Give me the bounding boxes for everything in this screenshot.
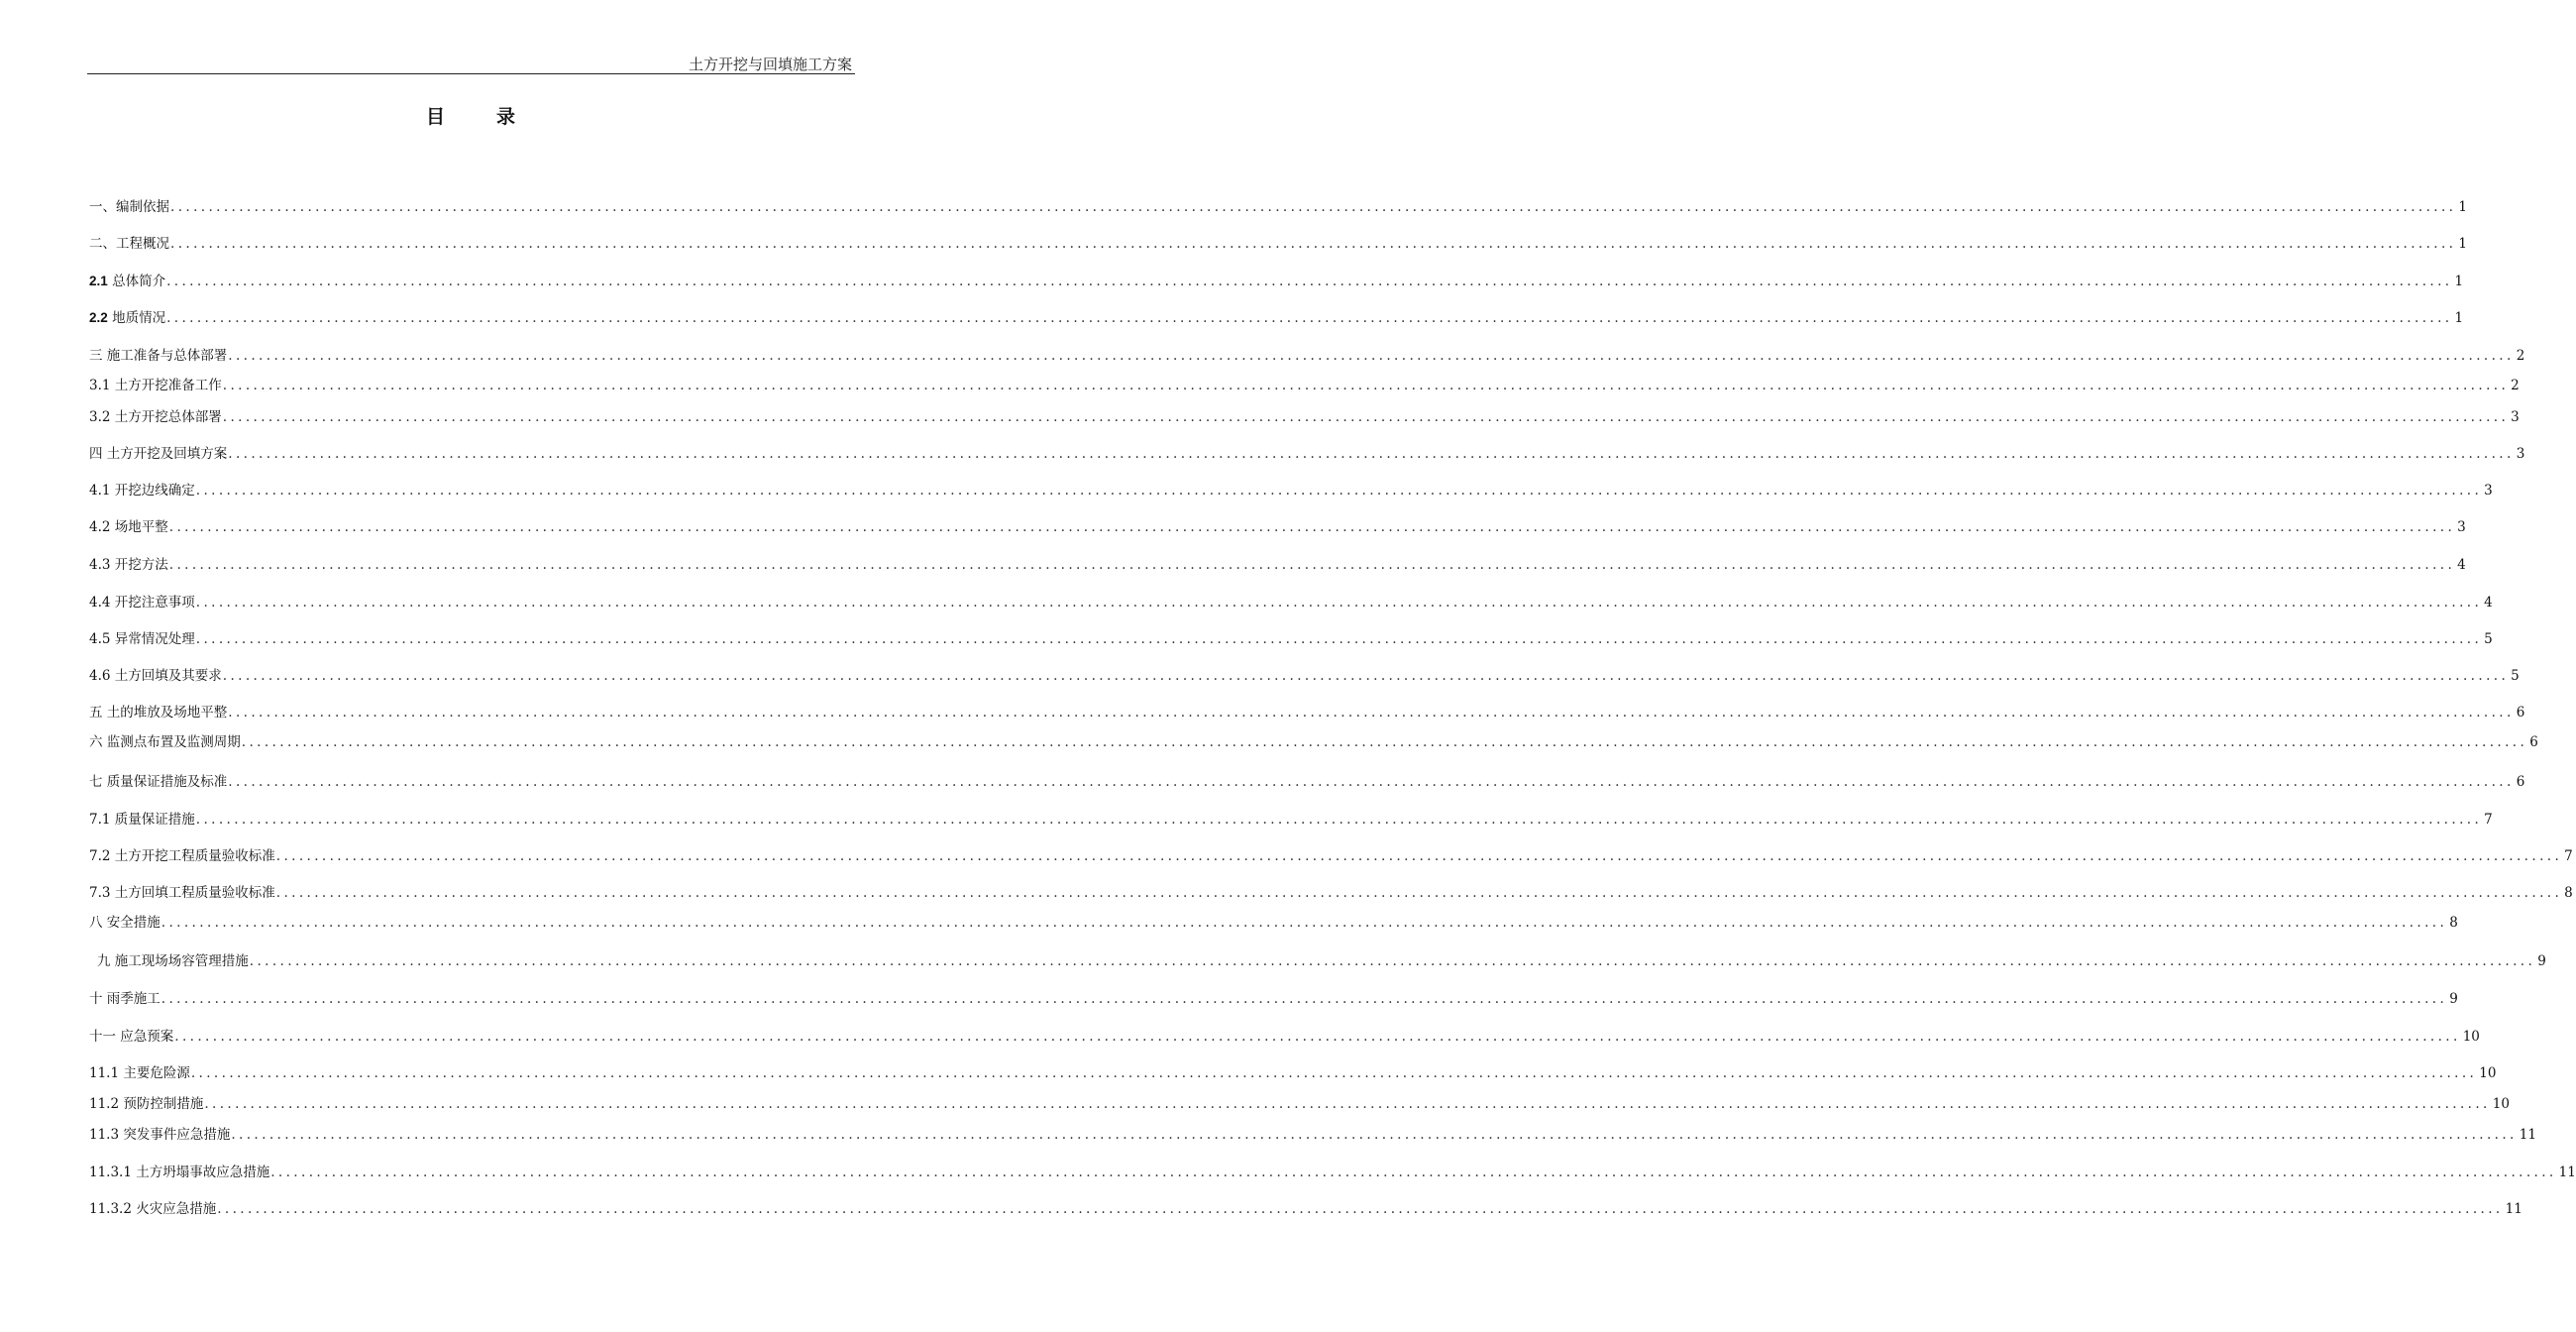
- toc-page-number: 7: [2564, 848, 2573, 864]
- toc-page-number: 7: [2484, 812, 2493, 828]
- toc-entry-label: [97, 949, 249, 969]
- toc-entry-label: [89, 479, 195, 499]
- toc-page-number: 3: [2516, 446, 2525, 462]
- page-title: 目录: [425, 106, 567, 128]
- toc-leader-dots: ............................................................................................................................................................................................................................................................................................................: [166, 274, 2453, 289]
- toc-entry[interactable]: [89, 1061, 2497, 1081]
- toc-entry-text: 7.3 土方回填工程质量验收标准: [89, 885, 275, 901]
- toc-entry-text: 11.3.2 火灾应急措施: [89, 1201, 217, 1217]
- toc-leader-dots: ............................................................................................................................................................................................................................................................................................................: [195, 631, 2483, 647]
- toc-entry-label: [89, 374, 222, 393]
- toc-entry-text: 四 土方开挖及回填方案: [89, 446, 228, 462]
- toc-entry-label: [89, 627, 195, 647]
- toc-entry[interactable]: [89, 1092, 2510, 1112]
- toc-entry-label: [89, 442, 227, 462]
- toc-leader-dots: ............................................................................................................................................................................................................................................................................................................: [166, 310, 2453, 326]
- toc-entry-text: 4.3 开挖方法: [89, 557, 168, 573]
- toc-entry-label: [89, 701, 227, 721]
- toc-leader-dots: ............................................................................................................................................................................................................................................................................................................: [161, 991, 2448, 1007]
- toc-page-number: 11: [2505, 1201, 2522, 1217]
- toc-entry-text: 一、编制依据: [89, 199, 169, 215]
- toc-leader-dots: ............................................................................................................................................................................................................................................................................................................: [228, 774, 2515, 790]
- toc-page-number: 4: [2457, 557, 2466, 573]
- toc-entry[interactable]: [89, 701, 2525, 721]
- toc-entry-text: 地质情况: [107, 310, 166, 326]
- toc-entry[interactable]: [89, 232, 2467, 252]
- toc-entry-text: 七 质量保证措施及标准: [89, 774, 228, 790]
- toc-entry-label: [89, 1161, 269, 1180]
- toc-entry[interactable]: [89, 1025, 2480, 1045]
- toc-page-number: 3: [2457, 519, 2466, 535]
- toc-entry-text: 九 施工现场场容管理措施: [97, 953, 249, 969]
- toc-entry[interactable]: [89, 1161, 2576, 1180]
- toc-page-number: 2: [2511, 378, 2520, 393]
- toc-entry[interactable]: [89, 442, 2525, 462]
- toc-entry[interactable]: [89, 1197, 2522, 1217]
- toc-entry[interactable]: [89, 195, 2467, 215]
- toc-entry-label: [89, 844, 275, 864]
- toc-entry[interactable]: [89, 844, 2573, 864]
- toc-leader-dots: ............................................................................................................................................................................................................................................................................................................: [195, 812, 2483, 828]
- toc-leader-dots: ............................................................................................................................................................................................................................................................................................................: [241, 734, 2528, 750]
- toc-entry-label: [89, 515, 168, 535]
- toc-leader-dots: ............................................................................................................................................................................................................................................................................................................: [161, 915, 2448, 931]
- toc-leader-dots: ............................................................................................................................................................................................................................................................................................................: [231, 1127, 2518, 1143]
- toc-page-number: 6: [2516, 705, 2525, 721]
- toc-entry-text: 7.2 土方开挖工程质量验收标准: [89, 848, 275, 864]
- toc-entry[interactable]: [89, 344, 2525, 364]
- toc-page-number: 9: [2537, 953, 2546, 969]
- toc-entry-text: 11.3.1 土方坍塌事故应急措施: [89, 1165, 270, 1180]
- toc-leader-dots: ............................................................................................................................................................................................................................................................................................................: [195, 595, 2483, 610]
- header-doc-title: 土方开挖与回填施工方案: [688, 56, 852, 73]
- toc-entry-label: [89, 270, 165, 289]
- toc-entry-label: [89, 1061, 190, 1081]
- toc-entry-label: [89, 770, 227, 790]
- toc-leader-dots: ............................................................................................................................................................................................................................................................................................................: [217, 1201, 2504, 1217]
- toc-entry[interactable]: [89, 553, 2466, 573]
- toc-entry-text: 八 安全措施: [89, 915, 161, 931]
- toc-page-number: 4: [2484, 595, 2493, 610]
- toc-entry-label: [89, 195, 169, 215]
- header-rule: [87, 73, 855, 74]
- toc-page-number: 1: [2454, 274, 2464, 289]
- toc-leader-dots: ............................................................................................................................................................................................................................................................................................................: [270, 1165, 2557, 1180]
- toc-page-number: 9: [2449, 991, 2458, 1007]
- toc-page-number: 2: [2516, 348, 2525, 364]
- toc-entry-text: 十一 应急预案: [89, 1029, 174, 1045]
- toc-entry[interactable]: [89, 515, 2466, 535]
- toc-entry-text: 11.1 主要危险源: [89, 1065, 190, 1081]
- toc-entry[interactable]: [89, 405, 2520, 425]
- toc-leader-dots: ............................................................................................................................................................................................................................................................................................................: [228, 348, 2515, 364]
- toc-entry-text: 4.1 开挖边线确定: [89, 483, 195, 499]
- toc-page-number: 10: [2492, 1096, 2510, 1112]
- toc-entry-label: [89, 987, 161, 1007]
- toc-entry-label: [89, 911, 161, 931]
- toc-leader-dots: ............................................................................................................................................................................................................................................................................................................: [222, 409, 2510, 425]
- toc-page-number: 11: [2558, 1165, 2576, 1180]
- toc-entry-label: [89, 808, 195, 828]
- toc-leader-dots: ............................................................................................................................................................................................................................................................................................................: [170, 199, 2457, 215]
- toc-entry-text: 总体简介: [107, 274, 166, 289]
- toc-entry-text: 7.1 质量保证措施: [89, 812, 195, 828]
- toc-entry[interactable]: [89, 627, 2493, 647]
- toc-entry-text: 二、工程概况: [89, 236, 169, 252]
- toc-entry-number: 2.1: [89, 274, 108, 288]
- toc-entry-text: 11.2 预防控制措施: [89, 1096, 204, 1112]
- toc-entry-label: [89, 591, 195, 610]
- toc-entry[interactable]: [89, 479, 2493, 499]
- toc-leader-dots: ............................................................................................................................................................................................................................................................................................................: [170, 236, 2457, 252]
- toc-entry-label: [89, 344, 227, 364]
- toc-leader-dots: ............................................................................................................................................................................................................................................................................................................: [204, 1096, 2491, 1112]
- toc-entry[interactable]: [89, 730, 2538, 750]
- toc-page-number: 5: [2484, 631, 2493, 647]
- toc-page-number: 8: [2449, 915, 2458, 931]
- toc-page-number: 3: [2511, 409, 2520, 425]
- toc-entry-text: 4.6 土方回填及其要求: [89, 668, 222, 684]
- toc-leader-dots: ............................................................................................................................................................................................................................................................................................................: [168, 557, 2456, 573]
- toc-entry-label: [89, 306, 165, 326]
- toc-leader-dots: ............................................................................................................................................................................................................................................................................................................: [249, 953, 2536, 969]
- toc-page-number: 10: [2462, 1029, 2480, 1045]
- toc-entry[interactable]: [89, 770, 2525, 790]
- toc-page-number: 1: [2458, 199, 2467, 215]
- toc-entry-label: [89, 1025, 173, 1045]
- toc-leader-dots: ............................................................................................................................................................................................................................................................................................................: [228, 446, 2515, 462]
- toc-entry-text: 十 雨季施工: [89, 991, 161, 1007]
- toc-entry[interactable]: [89, 664, 2520, 684]
- toc-entry[interactable]: [89, 808, 2493, 828]
- toc-entry-label: [89, 1092, 203, 1112]
- toc-page-number: 6: [2516, 774, 2525, 790]
- toc-entry[interactable]: [89, 881, 2573, 901]
- toc-entry-text: 3.2 土方开挖总体部署: [89, 409, 222, 425]
- toc-entry[interactable]: [89, 306, 2464, 326]
- toc-entry-text: 11.3 突发事件应急措施: [89, 1127, 231, 1143]
- toc-entry-label: [89, 553, 168, 573]
- toc-leader-dots: ............................................................................................................................................................................................................................................................................................................: [222, 668, 2510, 684]
- toc-entry-text: 五 土的堆放及场地平整: [89, 705, 228, 721]
- toc-page-number: 1: [2458, 236, 2467, 252]
- toc-entry[interactable]: [89, 374, 2520, 393]
- toc-entry[interactable]: [89, 1123, 2536, 1143]
- toc-page-number: 6: [2529, 734, 2538, 750]
- toc-entry-number: 2.2: [89, 310, 108, 325]
- toc-entry-label: [89, 664, 222, 684]
- toc-leader-dots: ............................................................................................................................................................................................................................................................................................................: [168, 519, 2456, 535]
- toc-entry[interactable]: [89, 270, 2464, 289]
- toc-leader-dots: ............................................................................................................................................................................................................................................................................................................: [190, 1065, 2478, 1081]
- toc-page-number: 3: [2484, 483, 2493, 499]
- toc-entry[interactable]: [89, 987, 2458, 1007]
- toc-leader-dots: ............................................................................................................................................................................................................................................................................................................: [222, 378, 2510, 393]
- toc-entry[interactable]: [89, 591, 2493, 610]
- toc-entry-label: [89, 730, 241, 750]
- toc-leader-dots: ............................................................................................................................................................................................................................................................................................................: [275, 848, 2563, 864]
- toc-page-number: 5: [2511, 668, 2520, 684]
- toc-entry-text: 六 监测点布置及监测周期: [89, 734, 241, 750]
- toc-entry-label: [89, 1123, 230, 1143]
- toc-leader-dots: ............................................................................................................................................................................................................................................................................................................: [174, 1029, 2461, 1045]
- toc-entry-text: 4.4 开挖注意事项: [89, 595, 195, 610]
- toc-page-number: 10: [2479, 1065, 2497, 1081]
- toc-page-number: 1: [2454, 310, 2464, 326]
- toc-entry-label: [89, 881, 275, 901]
- toc-entry-label: [89, 1197, 216, 1217]
- toc-leader-dots: ............................................................................................................................................................................................................................................................................................................: [228, 705, 2515, 721]
- toc-entry[interactable]: [89, 911, 2458, 931]
- toc-entry[interactable]: [89, 949, 2546, 969]
- toc-entry-text: 4.2 场地平整: [89, 519, 168, 535]
- toc-page-number: 11: [2519, 1127, 2536, 1143]
- toc-entry-text: 3.1 土方开挖准备工作: [89, 378, 222, 393]
- toc-leader-dots: ............................................................................................................................................................................................................................................................................................................: [275, 885, 2563, 901]
- toc-page-number: 8: [2564, 885, 2573, 901]
- toc-entry-text: 4.5 异常情况处理: [89, 631, 195, 647]
- toc-leader-dots: ............................................................................................................................................................................................................................................................................................................: [195, 483, 2483, 499]
- toc-entry-text: 三 施工准备与总体部署: [89, 348, 228, 364]
- toc-entry-label: [89, 232, 169, 252]
- toc-entry-label: [89, 405, 222, 425]
